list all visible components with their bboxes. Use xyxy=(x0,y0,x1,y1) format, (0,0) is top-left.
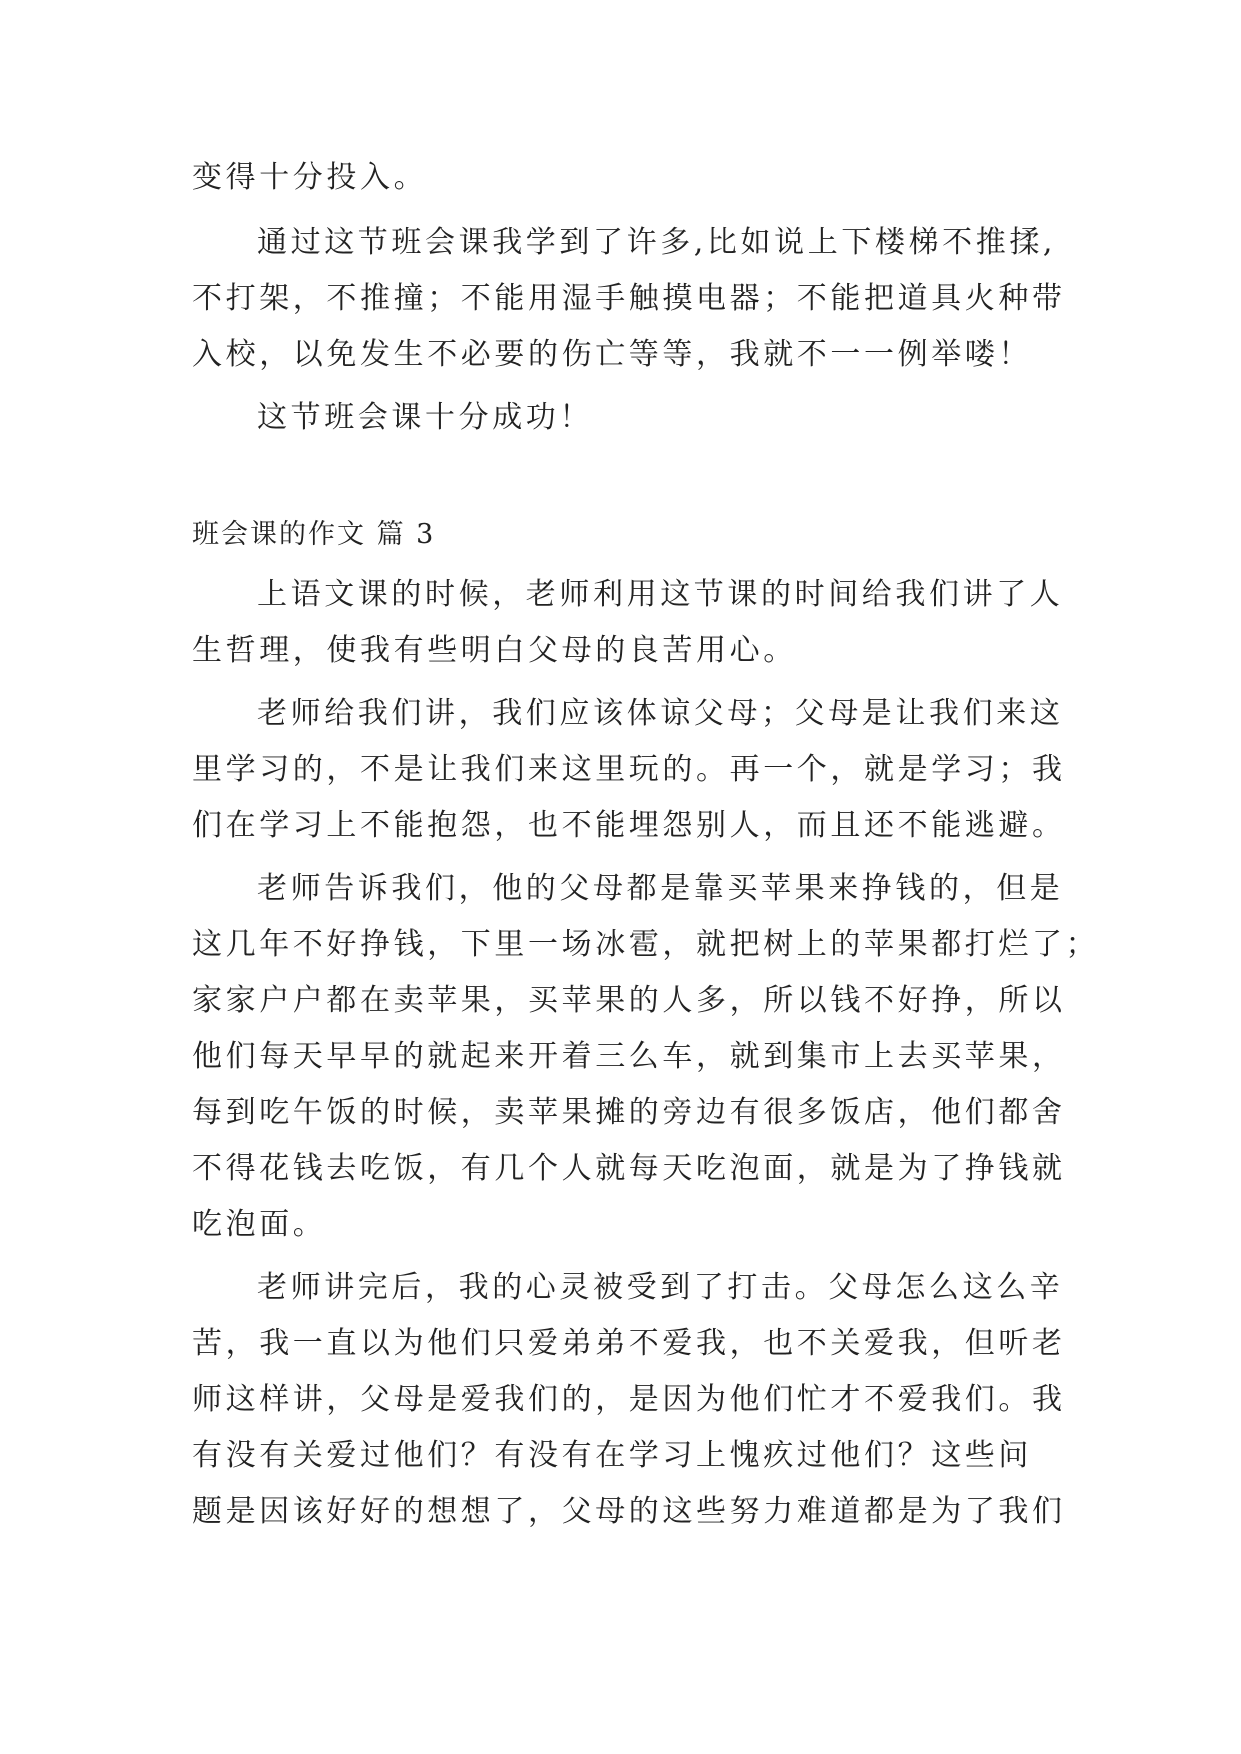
text-line: 不打架，不推撞；不能用湿手触摸电器；不能把道具火种带 xyxy=(192,281,1066,316)
text-line: 们在学习上不能抱怨，也不能埋怨别人，而且还不能逃避。 xyxy=(192,808,1066,843)
paragraph-start: 上语文课的时候，老师利用这节课的时间给我们讲了人 xyxy=(257,577,1064,612)
text-line: 不得花钱去吃饭，有几个人就每天吃泡面，就是为了挣钱就 xyxy=(192,1151,1066,1186)
text-line: 苦，我一直以为他们只爱弟弟不爱我，也不关爱我，但听老 xyxy=(192,1326,1066,1361)
text-line: 题是因该好好的想想了，父母的这些努力难道都是为了我们 xyxy=(192,1494,1066,1529)
text-line: 入校，以免发生不必要的伤亡等等，我就不一一例举喽！ xyxy=(192,337,1032,372)
text-line: 他们每天早早的就起来开着三么车，就到集市上去买苹果， xyxy=(192,1039,1066,1074)
text-line: 里学习的，不是让我们来这里玩的。再一个，就是学习；我 xyxy=(192,752,1066,787)
text-line: 家家户户都在卖苹果，买苹果的人多，所以钱不好挣，所以 xyxy=(192,983,1066,1018)
paragraph-start: 这节班会课十分成功！ xyxy=(257,400,593,435)
paragraph-start: 老师给我们讲，我们应该体谅父母；父母是让我们来这 xyxy=(257,696,1064,731)
paragraph-start: 通过这节班会课我学到了许多,比如说上下楼梯不推揉, xyxy=(257,225,1057,260)
text-line: 有没有关爱过他们？有没有在学习上愧疚过他们？这些问 xyxy=(192,1438,1032,1473)
paragraph-start: 老师告诉我们，他的父母都是靠买苹果来挣钱的，但是 xyxy=(257,871,1064,906)
text-line: 生哲理，使我有些明白父母的良苦用心。 xyxy=(192,633,797,668)
text-line: 这几年不好挣钱，下里一场冰雹，就把树上的苹果都打烂了； xyxy=(192,927,1100,962)
text-line: 变得十分投入。 xyxy=(192,160,428,195)
text-line: 每到吃午饭的时候，卖苹果摊的旁边有很多饭店，他们都舍 xyxy=(192,1095,1066,1130)
paragraph-start: 老师讲完后，我的心灵被受到了打击。父母怎么这么辛 xyxy=(257,1270,1064,1305)
section-heading: 班会课的作文 篇 3 xyxy=(192,519,436,550)
text-line: 师这样讲，父母是爱我们的，是因为他们忙才不爱我们。我 xyxy=(192,1382,1066,1417)
text-line: 吃泡面。 xyxy=(192,1207,327,1242)
